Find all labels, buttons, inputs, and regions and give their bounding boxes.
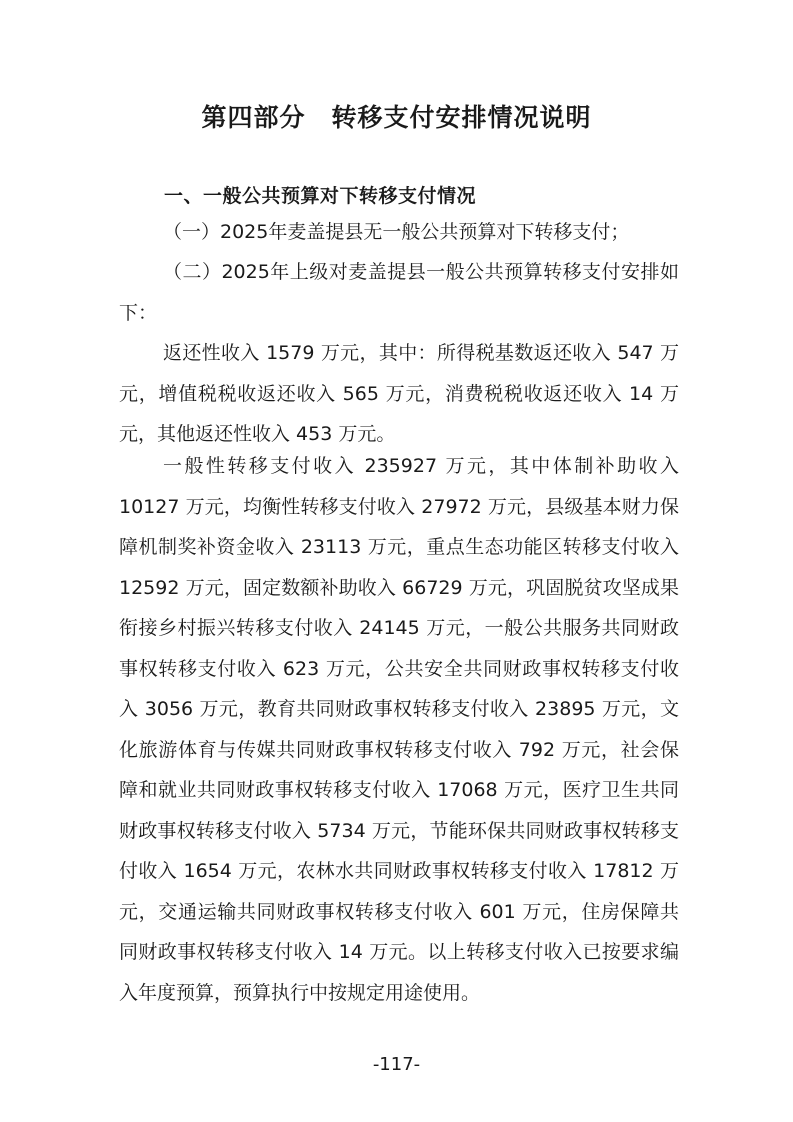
page-number: -117- bbox=[372, 1054, 421, 1075]
paragraph-superior-transfer-intro: （二）2025年上级对麦盖提县一般公共预算转移支付安排如下： bbox=[119, 261, 679, 324]
page-title: 第四部分 转移支付安排情况说明 bbox=[201, 103, 592, 132]
paragraph-return-income: 返还性收入 1579 万元，其中：所得税基数返还收入 547 万元，增值税税收返还收入 565 万元，消费税税收返还收入 14 万元，其他返还性收入 453 万元。 bbox=[119, 342, 679, 445]
paragraph-general-transfer-income: 一般性转移支付收入 235927 万元，其中体制补助收入 10127 万元，均衡性转移支付收入 27972 万元，县级基本财力保障机制奖补资金收入 23113 万元，重点生态功能区转移支付收入 12592 万元，固定数额补助收入 66729 万元，巩固脱贫攻坚成果衔接乡村振兴转移支付收入 24145 万元，一般公共服务共同财政事权转移支付收入 623 万元，公共安全共同财政事权转移支付收入 3056 万元，教育共同财政事权转移支付收入 23895 万元，文化旅游体育与传媒共同财政事权转移支付收入 792 万元，社会保障和就业共同财政事权转移支付收入 17068 万元，医疗卫生共同财政事权转移支付收入 5734 万元，节能环保共同财政事权转移支付收入 1654 万元，农林水共同财政事权转移支付收入 17812 万元，交通运输共同财政事权转移支付收入 601 万元，住房保障共同财政事权转移支付收入 14 万元。以上转移支付收入已按要求编入年度预算，预算执行中按规定用途使用。 bbox=[119, 455, 679, 1004]
paragraph-no-transfer: （一）2025年麦盖提县无一般公共预算对下转移支付； bbox=[163, 221, 630, 243]
section-heading: 一、一般公共预算对下转移支付情况 bbox=[164, 185, 477, 207]
